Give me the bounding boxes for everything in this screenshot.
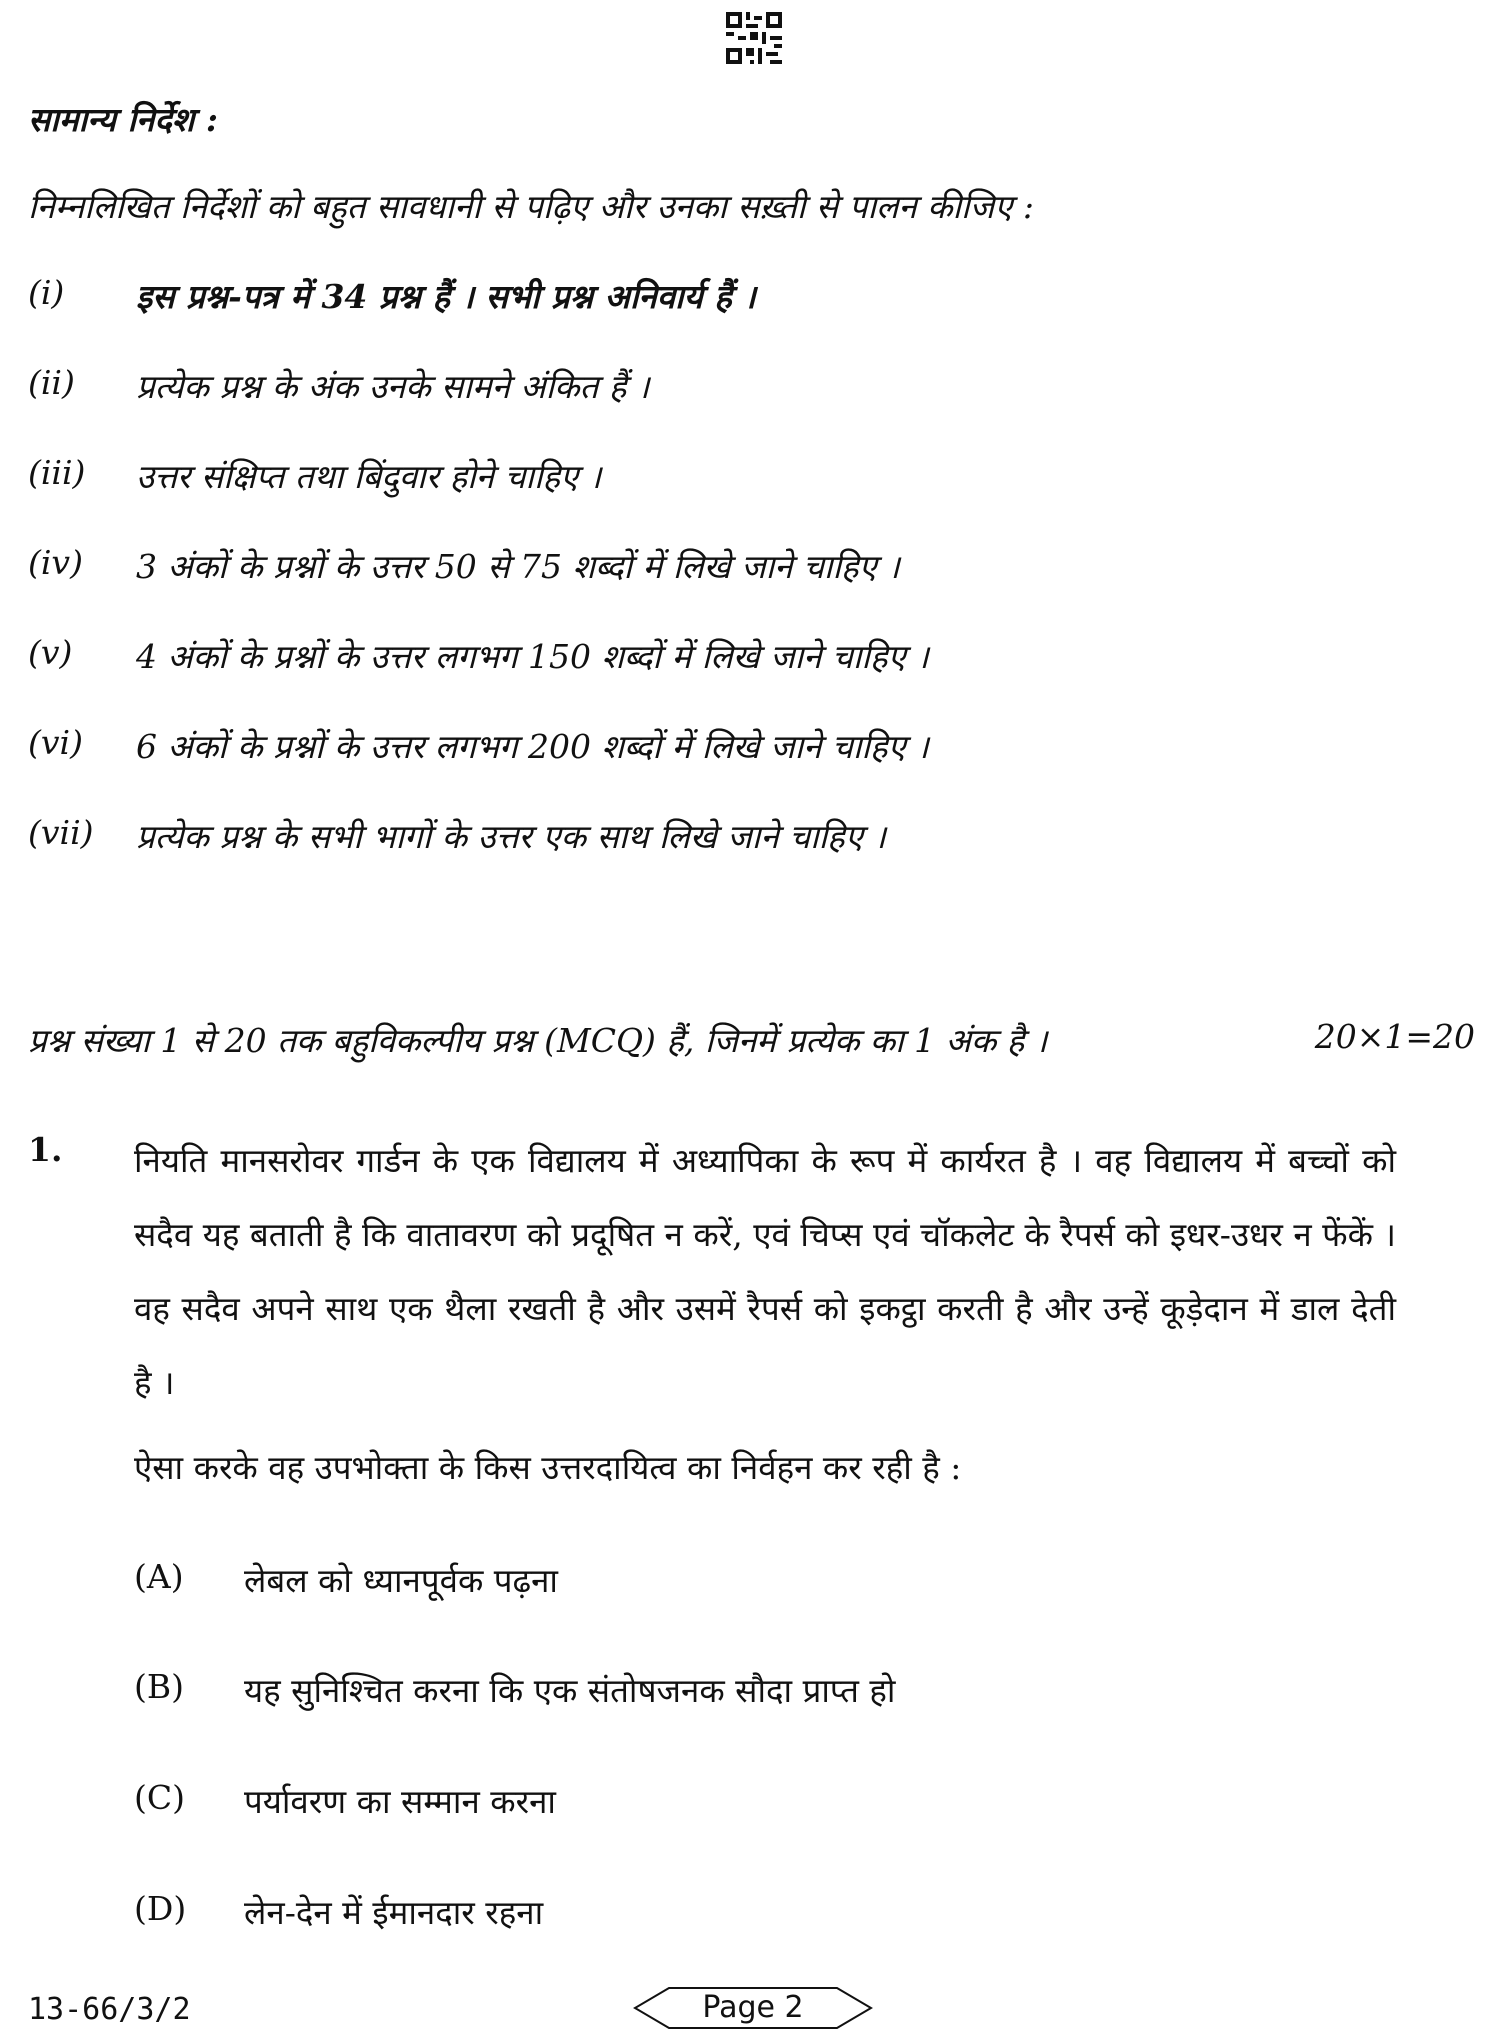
instruction-number: (iii): [28, 453, 86, 492]
option-label: (D): [134, 1889, 187, 1928]
mcq-section-marks: 20×1=20: [1314, 1017, 1475, 1056]
qr-code-icon: [726, 12, 782, 64]
instruction-number: (vi): [28, 723, 83, 762]
instruction-text: प्रत्येक प्रश्न के सभी भागों के उत्तर एक साथ लिखे जाने चाहिए ।: [136, 817, 886, 856]
option-label: (C): [134, 1778, 185, 1817]
instruction-text: 3 अंकों के प्रश्नों के उत्तर 50 से 75 शब्दों में लिखे जाने चाहिए ।: [136, 547, 900, 586]
question-prompt: ऐसा करके वह उपभोक्ता के किस उत्तरदायित्व का निर्वहन कर रही है :: [134, 1448, 962, 1487]
option-label: (A): [134, 1557, 184, 1596]
instruction-number: (ii): [28, 363, 75, 402]
general-instructions-intro: निम्नलिखित निर्देशों को बहुत सावधानी से पढ़िए और उनका सख़्ती से पालन कीजिए :: [28, 187, 1034, 226]
instruction-text: 6 अंकों के प्रश्नों के उत्तर लगभग 200 शब्दों में लिखे जाने चाहिए ।: [136, 727, 929, 766]
paper-code: 13-66/3/2: [28, 1992, 191, 2027]
option-label: (B): [134, 1667, 184, 1706]
instruction-number: (v): [28, 633, 73, 672]
instruction-text: 4 अंकों के प्रश्नों के उत्तर लगभग 150 शब्दों में लिखे जाने चाहिए ।: [136, 637, 929, 676]
instruction-number: (i): [28, 273, 65, 312]
instruction-number: (iv): [28, 543, 83, 582]
page-number-badge: [633, 1986, 873, 2030]
option-text: लेबल को ध्यानपूर्वक पढ़ना: [244, 1561, 558, 1600]
question-text: नियति मानसरोवर गार्डन के एक विद्यालय में अध्यापिका के रूप में कार्यरत है । वह विद्यालय में बच्चों को सदैव यह बताती है कि वातावरण को प्रदूषित न करें, एवं चिप्स एवं चॉकलेट के रैपर्स को इधर-उधर न फेंकें । वह सदैव अपने साथ एक थैला रखती है और उसमें रैपर्स को इकट्ठा करती है और उन्हें कूड़ेदान में डाल देती है ।: [134, 1141, 1396, 1402]
option-text: यह सुनिश्चित करना कि एक संतोषजनक सौदा प्राप्त हो: [244, 1671, 896, 1710]
mcq-section-heading: प्रश्न संख्या 1 से 20 तक बहुविकल्पीय प्रश्न (MCQ) हैं, जिनमें प्रत्येक का 1 अंक है ।: [28, 1021, 1048, 1060]
general-instructions-heading: सामान्य निर्देश :: [28, 100, 218, 139]
instruction-text: प्रत्येक प्रश्न के अंक उनके सामने अंकित हैं ।: [136, 367, 650, 406]
question-number: 1.: [28, 1130, 63, 1169]
option-text: पर्यावरण का सम्मान करना: [244, 1782, 556, 1821]
option-text: लेन-देन में ईमानदार रहना: [244, 1893, 544, 1932]
page-number: Page 2: [702, 1990, 804, 2025]
instruction-text: उत्तर संक्षिप्त तथा बिंदुवार होने चाहिए ।: [136, 457, 602, 496]
instruction-number: (vii): [28, 813, 94, 852]
instruction-text: इस प्रश्न-पत्र में 34 प्रश्न हैं । सभी प्रश्न अनिवार्य हैं ।: [136, 277, 756, 316]
